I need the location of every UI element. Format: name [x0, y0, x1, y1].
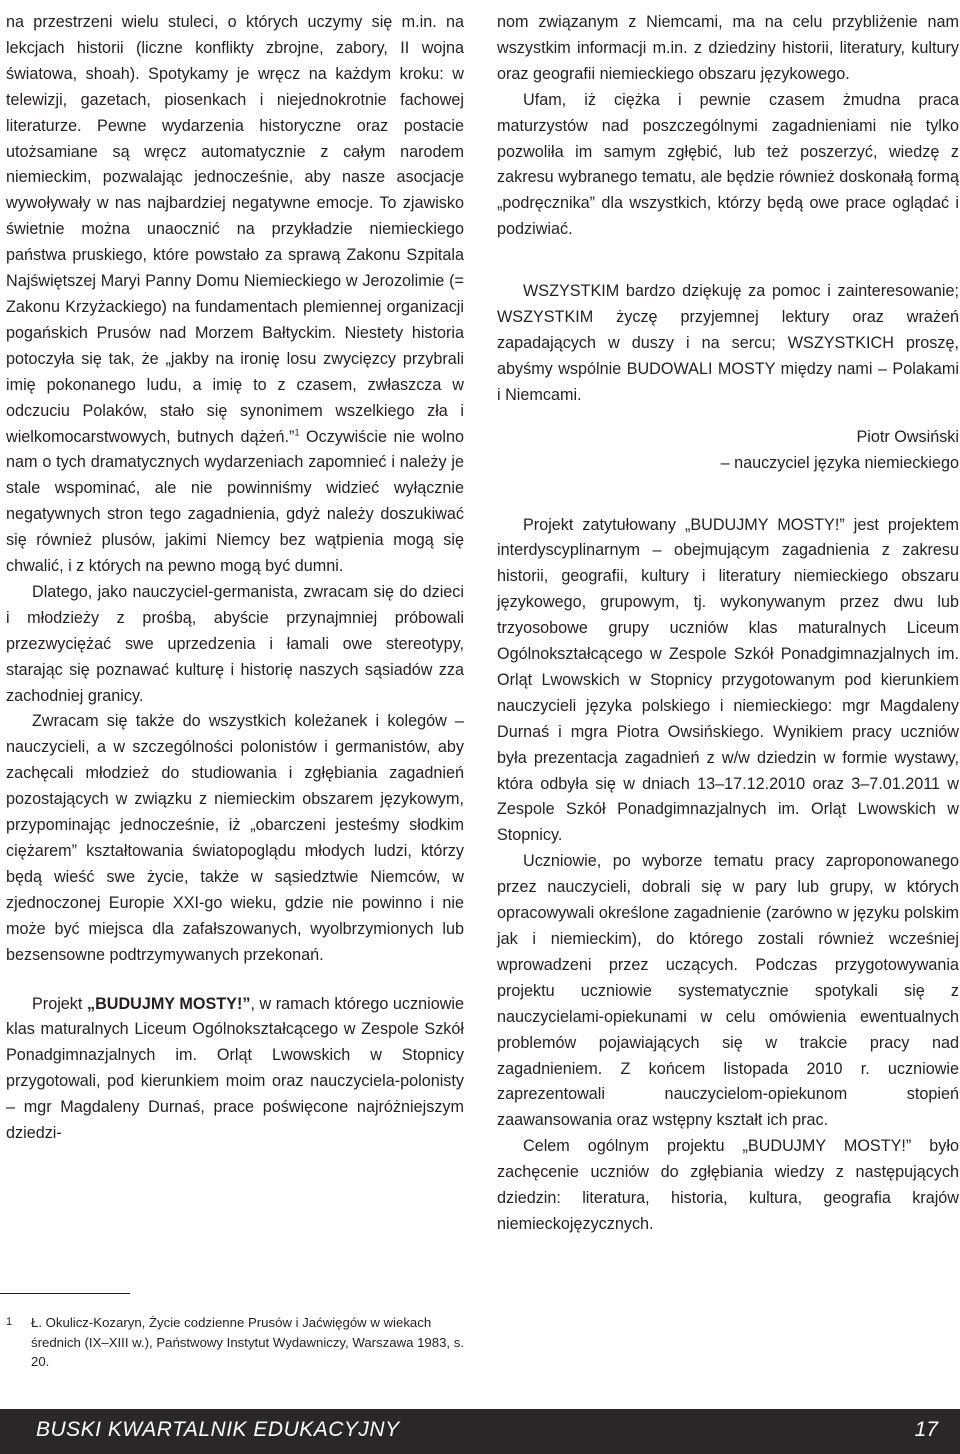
- footer-bar: [0, 1409, 960, 1454]
- right-paragraph-1: nom związanym z Niemcami, ma na celu przybliżenie nam wszystkim informacji m.in. z dziedziny historii, literatury, kultury oraz geografii niemieckiego obszaru językowego.: [497, 13, 959, 83]
- left-paragraph-1-text: na przestrzeni wielu stuleci, o których uczymy się m.in. na lekcjach historii (liczne konflikty zbrojne, zabory, II wojna światowa, shoah). Spotykamy je wręcz na każdym kroku: w telewizji, gazetach, piosenkach i niejednokrotnie fachowej literaturze. Pewne wydarzenia historyczne oraz postacie utożsamiane są wręcz automatycznie z całym narodem niemieckim, pozwalając jednocześnie, aby nasze asocjacje wywoływały w nas najbardziej negatywne emocje. To zjawisko świetnie można unaocznić na przykładzie niemieckiego państwa pruskiego, które powstało za sprawą Zakonu Szpitala Najświętszej Maryi Panny Domu Niemieckiego w Jerozolimie (= Zakonu Krzyżackiego) na fundamentach plemiennej organizacji pogańskich Prusów nad Morzem Bałtyckim. Niestety historia potoczyła się tak, że „jakby na ironię losu zwycięzcy przybrali imię pokonanego ludu, a imię to z czasem, zwłaszcza w odczuciu Polaków, stało się synonimem wszelkiego zła i wielkomocarstwowych, butnych dążeń.”: [6, 13, 464, 446]
- left-paragraph-4-pre: Projekt: [32, 994, 87, 1013]
- right-paragraph-6: Celem ogólnym projektu „BUDUJMY MOSTY!” było zachęcenie uczniów do zgłębiania wiedzy z następujących dziedzin: literatura, historia, kultura, geografia krajów niemieckojęzycznych.: [497, 1137, 959, 1233]
- left-paragraph-1-tail: Oczywiście nie wolno nam o tych dramatycznych wydarzeniach zapomnieć i należy je stale wspominać, ale nie powinniśmy widzieć wyłącznie negatywnych stron tego zagadnienia, gdyż należy doszukiwać się również plusów, jakimi Niemcy bez wątpienia mogą się chwalić, i z których na pewno mogą być dumni.: [6, 427, 464, 576]
- footnote-rule: [0, 1293, 130, 1294]
- right-paragraph-5: Uczniowie, po wyborze tematu pracy zaproponowanego przez nauczycieli, dobrali się w pary lub grupy, w których opracowywali określone zagadnienie (zarówno w języku polskim jak i niemieckim), do którego zostali również wcześniej wprowadzeni przez uczących. Podczas przygotowywania projektu uczniowie systematycznie spotykali się z nauczycielami-opiekunami w celu omówienia ewentualnych problemów pojawiających się w trakcie pracy nad zagadnieniem. Z końcem listopada 2010 r. uczniowie zaprezentowali nauczycielom-opiekunom stopień zaawansowania oraz wstępny kształt ich prac.: [497, 852, 959, 1130]
- footnote-number: 1: [6, 1316, 13, 1328]
- footnote: [6, 1313, 466, 1372]
- left-column: [6, 10, 464, 1147]
- journal-title: BUSKI KWARTALNIK EDUKACYJNY: [36, 1418, 400, 1441]
- left-paragraph-1: [6, 10, 464, 580]
- footnote-text: Ł. Okulicz-Kozaryn, Życie codzienne Prusów i Jaćwięgów w wiekach średnich (IX–XIII w.), Państwowy Instytut Wydawniczy, Warszawa 1983, s. 20.: [31, 1315, 465, 1369]
- right-paragraph-2: Ufam, iż ciężka i pewnie czasem żmudna praca maturzystów nad poszczególnymi zagadnieniami nie tylko pozwoliła im samym zgłębić, lub też poszerzyć, wiedzę z zakresu wybranego tematu, ale będzie również doskonałą formą „podręcznika” dla wszystkich, którzy będą owe prace oglądać i podziwiać.: [497, 90, 959, 239]
- left-paragraph-2: Dlatego, jako nauczyciel-germanista, zwracam się do dzieci i młodzieży z prośbą, abyście przynajmniej próbowali przezwyciężać swe uprzedzenia i łamali owe stereotypy, starając się poznawać kulturę i historię naszych sąsiadów zza zachodniej granicy.: [6, 582, 464, 705]
- page-number: 17: [914, 1418, 938, 1441]
- left-paragraph-4-post: , w ramach którego uczniowie klas maturalnych Liceum Ogólnokształcącego w Zespole Szkół Ponadgimnazjalnych im. Orląt Lwowskich w Stopnicy przygotowali, pod kierunkiem moim oraz nauczyciela-polonisty – mgr Magdaleny Durnaś, prace poświęcone najróżniejszym dziedzi-: [6, 994, 464, 1143]
- left-paragraph-4: [6, 992, 464, 1147]
- signature-role: – nauczyciel języka niemieckiego: [720, 453, 959, 472]
- right-column: [497, 10, 959, 1238]
- right-paragraph-3: WSZYSTKIM bardzo dziękuję za pomoc i zainteresowanie; WSZYSTKIM życzę przyjemnej lektury oraz wrażeń zapadających w duszy i na sercu; WSZYSTKICH proszę, abyśmy wspólnie BUDOWALI MOSTY między nami – Polakami i Niemcami.: [497, 282, 959, 404]
- footnote-ref[interactable]: 1: [294, 427, 300, 438]
- project-name-bold: „BUDUJMY MOSTY!”: [86, 994, 251, 1013]
- left-paragraph-3: Zwracam się także do wszystkich koleżanek i kolegów – nauczycieli, a w szczególności polonistów i germanistów, aby zachęcali młodzież do studiowania i zgłębiania zagadnień pozostających w związku z niemieckim obszarem językowym, przypominając jednocześnie, iż „obarczeni jesteśmy słodkim ciężarem” kształtowania światopoglądu młodych ludzi, którzy będą wieść swe życie, także w sąsiedztwie Niemców, w zjednoczonej Europie XXI-go wieku, gdzie nie powinno i nie może być miejsca dla zafałszowanych, wyolbrzymionych lub bezsensowne podtrzymywanych przekonań.: [6, 712, 464, 964]
- signature-name: Piotr Owsiński: [856, 427, 959, 446]
- right-paragraph-4: Projekt zatytułowany „BUDUJMY MOSTY!” jest projektem interdyscyplinarnym – obejmującym zagadnienia z zakresu historii, geografii, kultury i literatury niemieckiego obszaru językowego, grupowym, tj. wykonywanym przez dwu lub trzyosobowe grupy uczniów klas maturalnych Liceum Ogólnokształcącego w Zespole Szkół Ponadgimnazjalnych im. Orląt Lwowskich w Stopnicy przygotowanym pod kierunkiem nauczycieli języka polskiego i niemieckiego: mgr Magdaleny Durnaś i mgra Piotra Owsińskiego. Wynikiem pracy uczniów była prezentacja zagadnień z w/w dziedzin w formie wystawy, która odbyła się w dniach 13–17.12.2010 oraz 3–7.01.2011 w Zespole Szkół Ponadgimnazjalnych im. Orląt Lwowskich w Stopnicy.: [497, 515, 959, 845]
